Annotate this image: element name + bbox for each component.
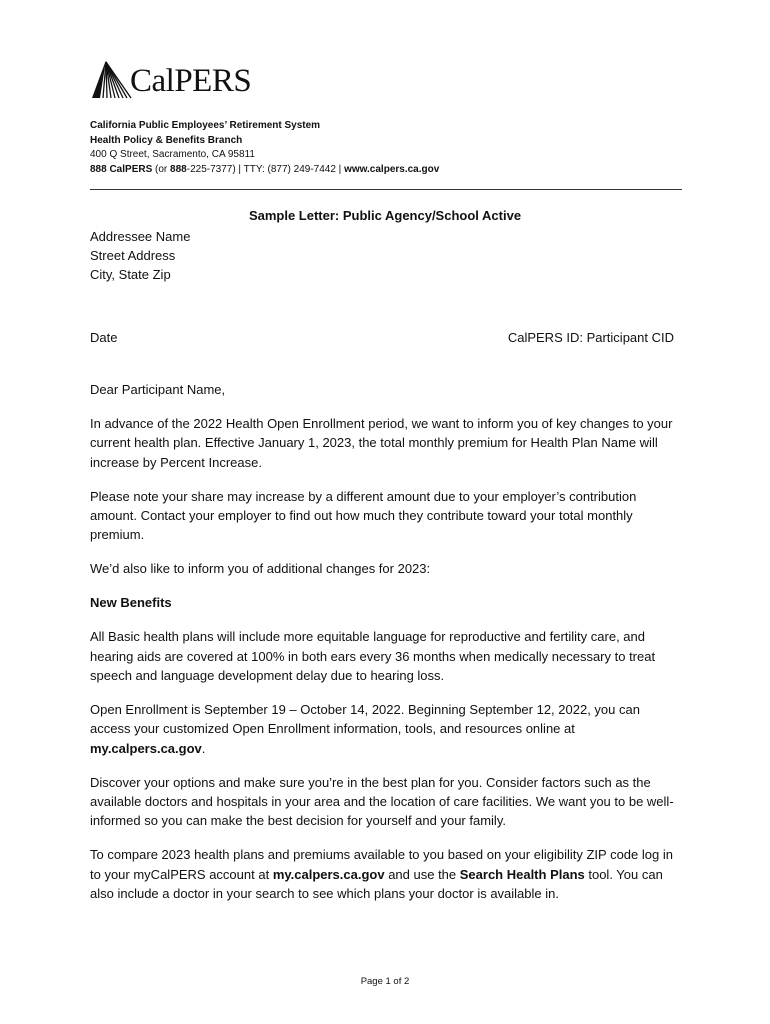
mycalpers-link-2[interactable]: my.calpers.ca.gov — [272, 866, 385, 882]
compare-text-3: tool. You can also include a doctor in your search to see which plans your doctor is available in. — [90, 866, 663, 902]
paragraph-options: Discover your options and make sure you’re in the best plan for you. Consider factors such as the available doctors and hospitals in your area and the location of care facilities. We want you to be well-informed so you can make the best decision for yourself and your family. — [90, 774, 674, 829]
calpers-logo — [90, 58, 260, 102]
phone-main: 888 CalPERS — [90, 163, 153, 175]
calpers-logo-icon — [90, 58, 134, 100]
mycalpers-link[interactable]: my.calpers.ca.gov — [90, 740, 202, 756]
sender-address — [90, 119, 439, 177]
letter-title: Sample Letter: Public Agency/School Active — [248, 208, 522, 223]
paragraph-employer-share: Please note your share may increase by a different amount due to your employer’s contribution amount. Contact your employer to find out how much they contribute toward your total monthly premium. — [90, 488, 637, 543]
phone-alt-bold: 888 — [170, 163, 187, 175]
paragraph-benefits: All Basic health plans will include more equitable language for reproductive and fertility care, and hearing aids are covered at 100% in both ears every 36 months when medically necessary to treat speech and language development delay due to hearing loss. — [90, 629, 656, 683]
letter-body — [90, 380, 680, 918]
street-address: 400 Q Street, Sacramento, CA 95811 — [90, 149, 255, 160]
compare-text-2: and use the — [384, 866, 460, 882]
compare-text-1: To compare 2023 health plans and premiums available to you based on your eligibility ZIP code log in to your myCalPERS account at — [90, 847, 673, 882]
addressee-city: City, State Zip — [90, 267, 171, 282]
branch-name: Health Policy & Benefits Branch — [90, 134, 243, 146]
addressee-name: Addressee Name — [90, 229, 191, 244]
salutation: Dear Participant Name, — [90, 382, 226, 397]
date-id-row — [90, 330, 674, 345]
search-health-plans-tool: Search Health Plans — [459, 866, 585, 882]
addressee-block — [90, 227, 190, 284]
letter-date: Date — [90, 330, 118, 345]
new-benefits-heading: New Benefits — [90, 595, 172, 611]
org-name: California Public Employees’ Retirement System — [90, 120, 321, 131]
contact-line — [90, 163, 439, 178]
paragraph-open-enrollment — [90, 700, 680, 758]
open-enrollment-end: . — [201, 740, 206, 756]
paragraph-compare-plans — [90, 845, 680, 903]
calpers-id: CalPERS ID: Participant CID — [507, 330, 674, 345]
logo-wordmark: CalPERS — [130, 63, 252, 99]
page-number: Page 1 of 2 — [360, 976, 410, 987]
addressee-street: Street Address — [90, 248, 176, 263]
paragraph-premium-change: In advance of the 2022 Health Open Enrollment period, we want to inform you of key changes to your current health plan. Effective January 1, 2023, the total monthly premium for Health Plan Name will increase by Percent Increase. — [90, 415, 673, 470]
phone-alt-rest: -225-7377) | TTY: (877) 249-7442 | — [186, 163, 345, 175]
open-enrollment-text: Open Enrollment is September 19 – October 14, 2022. Beginning September 12, 2022, you can access your customized Open Enrollment information, tools, and resources online at — [90, 701, 640, 737]
paragraph-additional-changes: We’d also like to inform you of additional changes for 2023: — [90, 561, 431, 577]
website-link[interactable]: www.calpers.ca.gov — [344, 163, 440, 175]
header-divider — [90, 189, 682, 190]
phone-alt-prefix: (or — [152, 163, 171, 175]
